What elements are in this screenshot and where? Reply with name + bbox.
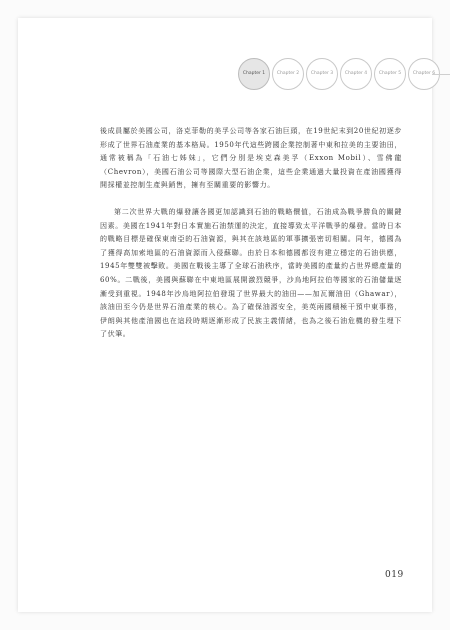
chapter-tab-1[interactable]: Chapter 1 [238, 58, 270, 90]
chapter-tab-3[interactable]: Chapter 3 [306, 58, 338, 90]
page-number: 019 [385, 570, 404, 580]
chapter-navigation [238, 58, 440, 90]
paragraph: 第二次世界大戰的爆發讓各國更加認識到石油的戰略價值，石油成為戰爭勝負的關鍵因素。美國在1941年對日本實施石油禁運的決定，直接導致太平洋戰爭的爆發。當時日本的戰略目標是確保東南亞的石油資源，與其在該地區的軍事擴張密切相關。同年，德國為了獲得高加索地區的石油資源而入侵蘇聯。由於日本和德國都沒有建立穩定的石油供應，1945年雙雙被擊敗。美國在戰後主導了全球石油秩序，當時美國的產量約占世界總產量的60%。二戰後，美國與蘇聯在中東地區展開激烈競爭，沙烏地阿拉伯等國家的石油儲量逐漸受到重視。1948年沙烏地阿拉伯發現了世界最大的油田——加瓦爾油田（Ghawar），該油田至今仍是世界石油產業的核心。為了確保油源安全，美英兩國積極干預中東事務，伊朗與其他產油國也在這段時期逐漸形成了民族主義情緒，也為之後石油危機的發生埋下了伏筆。 [100, 207, 402, 339]
chapter-tab-5[interactable]: Chapter 5 [374, 58, 406, 90]
body-text [100, 125, 402, 342]
paragraph: 後成員屬於美國公司，洛克菲勒的美孚公司等各家石油巨頭，在19世紀末到20世紀初逐步形成了世界石油產業的基本格局。1950年代這些跨國企業控制著中東和拉美的主要油田，通常被稱為「石油七姊妹」，它們分別是埃克森美孚（Exxon Mobil）、雪佛龍（Chevron），美國石油公司等國際大型石油企業，這些企業通過大量投資在產油國獲得開採權並控制生產與銷售，擁有至關重要的影響力。 [100, 127, 402, 190]
chapter-tab-4[interactable]: Chapter 4 [340, 58, 372, 90]
chapter-tab-2[interactable]: Chapter 2 [272, 58, 304, 90]
chapter-tab-6[interactable]: Chapter 6 [408, 58, 440, 90]
chapter-nav-divider [432, 74, 450, 75]
